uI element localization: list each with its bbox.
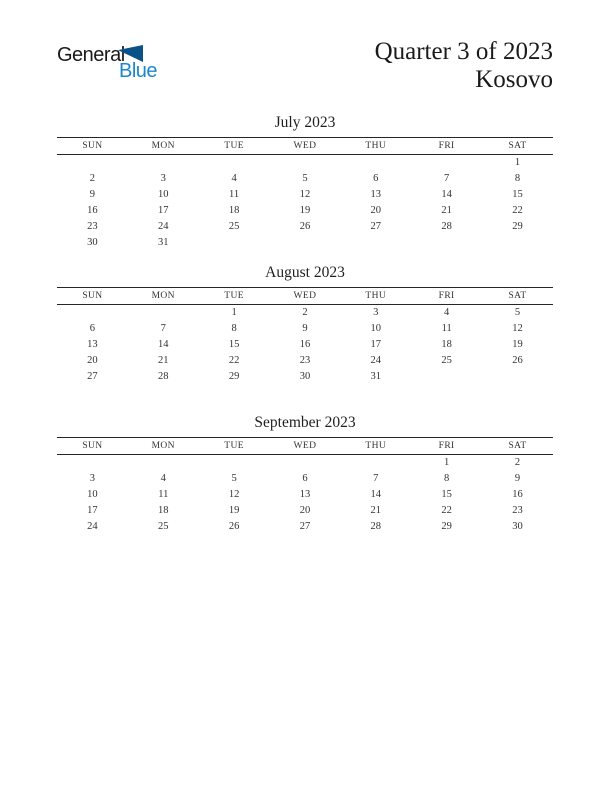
day-cell: 12 [228, 489, 240, 500]
day-cell: 13 [87, 339, 98, 350]
title-country-line: Kosovo [475, 66, 553, 93]
empty-day-cell [199, 455, 270, 472]
week-row [57, 305, 553, 322]
empty-day-cell [199, 235, 270, 251]
day-cell: 31 [158, 237, 169, 248]
day-cell: 3 [160, 173, 166, 184]
day-cell: 18 [441, 339, 452, 350]
week-row [57, 503, 553, 519]
weekday-label: THU [365, 141, 387, 151]
month-title: August 2023 [265, 264, 345, 281]
empty-day-cell [270, 455, 341, 472]
empty-day-cell [411, 235, 482, 251]
weekday-label: TUE [224, 441, 244, 451]
week-row [57, 353, 553, 369]
month-block-august [57, 263, 553, 401]
day-cell: 18 [158, 505, 169, 516]
weekday-label: SUN [82, 291, 103, 301]
week-row [57, 519, 553, 535]
day-cell: 21 [441, 205, 452, 216]
day-cell: 30 [512, 521, 523, 532]
day-cell: 9 [302, 323, 308, 334]
empty-day-cell [411, 385, 482, 401]
day-cell: 9 [514, 473, 521, 484]
day-cell: 13 [370, 189, 382, 200]
empty-day-cell [340, 235, 411, 251]
day-cell: 15 [512, 189, 523, 200]
day-cell: 11 [229, 189, 240, 200]
day-cell: 5 [302, 173, 308, 184]
empty-day-cell [270, 155, 341, 172]
title-quarter-line: Quarter 3 of 2023 [374, 38, 553, 65]
week-row [57, 369, 553, 385]
day-cell: 25 [441, 355, 452, 366]
week-row [57, 235, 553, 251]
day-cell: 23 [299, 355, 311, 366]
weekday-label: FRI [438, 291, 455, 301]
day-cell: 11 [158, 489, 169, 500]
page-header [57, 38, 553, 100]
day-cell: 28 [158, 371, 169, 382]
month-block-july [57, 113, 553, 251]
empty-day-cell [340, 455, 411, 472]
day-cell: 2 [514, 457, 521, 468]
day-cell: 14 [441, 189, 452, 200]
week-row [57, 535, 553, 551]
weekday-label: MON [151, 141, 175, 151]
day-cell: 12 [512, 323, 523, 334]
month-block-september [57, 413, 553, 551]
empty-day-cell [270, 235, 341, 251]
weekday-label: FRI [438, 441, 455, 451]
day-cell: 6 [89, 323, 96, 334]
day-cell: 7 [444, 173, 450, 184]
day-cell: 5 [514, 307, 521, 318]
day-cell: 3 [89, 473, 96, 484]
day-cell: 28 [370, 521, 382, 532]
weekday-label: THU [365, 441, 387, 451]
day-cell: 1 [514, 157, 521, 168]
day-cell: 27 [299, 521, 311, 532]
day-cell: 29 [228, 371, 240, 382]
day-cell: 27 [87, 371, 98, 382]
day-cell: 7 [160, 323, 166, 334]
day-cell: 22 [512, 205, 523, 216]
empty-day-cell [128, 305, 199, 322]
weekday-label: THU [365, 291, 387, 301]
week-row [57, 471, 553, 487]
week-row [57, 171, 553, 187]
day-cell: 22 [228, 355, 240, 366]
empty-day-cell [482, 535, 553, 551]
week-row [57, 203, 553, 219]
july-calendar-table [57, 137, 553, 251]
day-cell: 31 [370, 371, 382, 382]
month-title: July 2023 [274, 114, 336, 131]
day-cell: 2 [302, 307, 308, 318]
empty-day-cell [270, 535, 341, 551]
weekday-header-row [57, 138, 553, 155]
day-cell: 30 [299, 371, 311, 382]
day-cell: 30 [87, 237, 98, 248]
weekday-label: WED [293, 291, 317, 301]
empty-day-cell [128, 455, 199, 472]
weekday-label: WED [293, 441, 317, 451]
day-cell: 18 [228, 205, 240, 216]
day-cell: 10 [158, 189, 169, 200]
logo-text-general: General [57, 44, 125, 66]
logo-text-blue: Blue [119, 60, 158, 82]
day-cell: 4 [231, 173, 237, 184]
day-cell: 26 [228, 521, 240, 532]
empty-day-cell [57, 535, 128, 551]
day-cell: 19 [512, 339, 523, 350]
day-cell: 16 [512, 489, 523, 500]
empty-day-cell [199, 385, 270, 401]
week-row [57, 187, 553, 203]
weekday-label: TUE [224, 141, 244, 151]
day-cell: 19 [299, 205, 311, 216]
day-cell: 6 [302, 473, 308, 484]
day-cell: 27 [370, 221, 382, 232]
day-cell: 29 [512, 221, 523, 232]
empty-day-cell [128, 155, 199, 172]
empty-day-cell [128, 535, 199, 551]
week-row [57, 487, 553, 503]
day-cell: 8 [514, 173, 521, 184]
day-cell: 5 [231, 473, 237, 484]
day-cell: 23 [87, 221, 98, 232]
weekday-header-row [57, 288, 553, 305]
day-cell: 25 [158, 521, 169, 532]
day-cell: 4 [160, 473, 166, 484]
general-blue-logo [57, 38, 177, 83]
day-cell: 13 [299, 489, 311, 500]
september-calendar-table [57, 437, 553, 551]
day-cell: 6 [373, 173, 379, 184]
weekday-label: SUN [82, 141, 103, 151]
day-cell: 2 [89, 173, 96, 184]
day-cell: 28 [441, 221, 452, 232]
week-row [57, 321, 553, 337]
weekday-label: FRI [438, 141, 455, 151]
weekday-label: SAT [508, 291, 527, 301]
day-cell: 16 [87, 205, 98, 216]
weekday-label: WED [293, 141, 317, 151]
day-cell: 7 [373, 473, 379, 484]
empty-day-cell [57, 385, 128, 401]
weekday-label: MON [151, 441, 175, 451]
day-cell: 17 [87, 505, 98, 516]
day-cell: 22 [441, 505, 452, 516]
empty-day-cell [340, 155, 411, 172]
empty-day-cell [411, 155, 482, 172]
day-cell: 20 [370, 205, 382, 216]
day-cell: 15 [441, 489, 452, 500]
empty-day-cell [482, 369, 553, 385]
empty-day-cell [57, 305, 128, 322]
day-cell: 1 [444, 457, 450, 468]
week-row [57, 385, 553, 401]
day-cell: 24 [158, 221, 169, 232]
day-cell: 8 [231, 323, 237, 334]
empty-day-cell [128, 385, 199, 401]
day-cell: 15 [228, 339, 240, 350]
empty-day-cell [270, 385, 341, 401]
empty-day-cell [482, 385, 553, 401]
weekday-label: SAT [508, 141, 527, 151]
day-cell: 14 [158, 339, 169, 350]
empty-day-cell [199, 535, 270, 551]
day-cell: 4 [444, 307, 450, 318]
week-row [57, 155, 553, 172]
day-cell: 26 [299, 221, 311, 232]
weekday-label: MON [151, 291, 175, 301]
week-row [57, 219, 553, 235]
day-cell: 3 [373, 307, 379, 318]
week-row [57, 337, 553, 353]
months-container [57, 113, 553, 563]
day-cell: 21 [370, 505, 382, 516]
day-cell: 19 [228, 505, 240, 516]
day-cell: 8 [444, 473, 450, 484]
day-cell: 17 [370, 339, 382, 350]
day-cell: 10 [87, 489, 98, 500]
empty-day-cell [411, 535, 482, 551]
document-title [375, 38, 553, 94]
month-title: September 2023 [254, 414, 356, 431]
empty-day-cell [57, 455, 128, 472]
august-calendar-table [57, 287, 553, 401]
empty-day-cell [57, 155, 128, 172]
weekday-header-row [57, 438, 553, 455]
day-cell: 29 [441, 521, 452, 532]
day-cell: 20 [299, 505, 311, 516]
weekday-label: SUN [82, 441, 103, 451]
day-cell: 24 [370, 355, 382, 366]
weekday-label: SAT [508, 441, 527, 451]
empty-day-cell [340, 535, 411, 551]
day-cell: 25 [228, 221, 240, 232]
day-cell: 17 [158, 205, 169, 216]
day-cell: 23 [512, 505, 523, 516]
empty-day-cell [340, 385, 411, 401]
day-cell: 20 [87, 355, 98, 366]
day-cell: 16 [299, 339, 311, 350]
day-cell: 1 [231, 307, 237, 318]
day-cell: 14 [370, 489, 382, 500]
day-cell: 11 [441, 323, 452, 334]
week-row [57, 455, 553, 472]
empty-day-cell [199, 155, 270, 172]
empty-day-cell [482, 235, 553, 251]
empty-day-cell [411, 369, 482, 385]
day-cell: 9 [89, 189, 96, 200]
day-cell: 12 [299, 189, 311, 200]
day-cell: 26 [512, 355, 523, 366]
day-cell: 21 [158, 355, 169, 366]
day-cell: 10 [370, 323, 382, 334]
weekday-label: TUE [224, 291, 244, 301]
day-cell: 24 [87, 521, 98, 532]
